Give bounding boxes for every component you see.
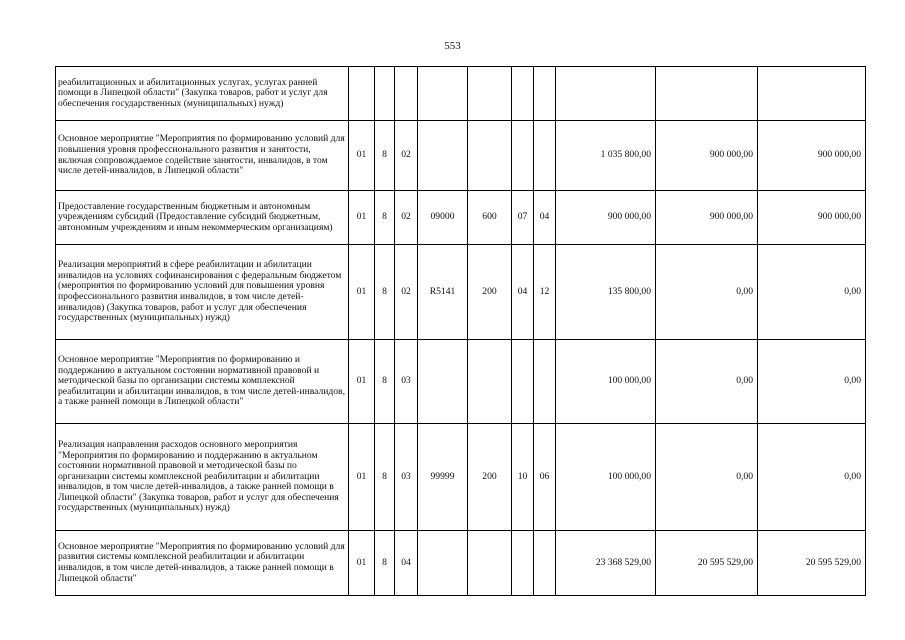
code-expense-direction: 09000 [418,191,468,245]
amount-year-3: 20 595 529,00 [758,531,866,596]
amount-year-2 [656,67,758,121]
amount-year-2: 20 595 529,00 [656,531,758,596]
code-program: 01 [349,121,375,191]
amount-year-3: 0,00 [758,424,866,531]
code-main-activity: 03 [395,340,418,424]
code-expense-direction [418,121,468,191]
code-expense-type: 200 [468,245,512,340]
code-main-activity: 02 [395,245,418,340]
code-expense-direction [418,531,468,596]
code-section: 07 [512,191,534,245]
code-section [512,340,534,424]
code-main-activity: 02 [395,121,418,191]
table-row [56,245,866,340]
code-subsection: 04 [534,191,556,245]
amount-year-1: 135 800,00 [556,245,656,340]
amount-year-1: 100 000,00 [556,340,656,424]
table-row [56,191,866,245]
code-subprogram: 8 [375,191,395,245]
code-subsection [534,121,556,191]
code-program: 01 [349,191,375,245]
code-main-activity: 02 [395,191,418,245]
code-section [512,531,534,596]
code-subprogram: 8 [375,424,395,531]
code-expense-type [468,531,512,596]
code-subsection [534,340,556,424]
code-subsection [534,67,556,121]
row-description: Основное мероприятие "Мероприятия по формированию и поддержанию в актуальном состоянии нормативной правовой и методической базы по организации системы комплексной реабилитации и абилитации инвалидов, в том числе детей-инвалидов, а также ранней помощи в Липецкой области" [56,340,349,424]
code-program: 01 [349,424,375,531]
code-subprogram: 8 [375,340,395,424]
row-description: Основное мероприятие "Мероприятия по формированию условий для развития системы комплексной реабилитации и абилитации инвалидов, в том числе детей-инвалидов, а также ранней помощи в Липецкой области" [56,531,349,596]
code-main-activity: 04 [395,531,418,596]
code-expense-type [468,67,512,121]
code-subsection [534,531,556,596]
amount-year-1: 100 000,00 [556,424,656,531]
amount-year-3: 0,00 [758,340,866,424]
amount-year-3: 0,00 [758,245,866,340]
code-section: 10 [512,424,534,531]
amount-year-2: 0,00 [656,424,758,531]
table-row [56,121,866,191]
amount-year-2: 0,00 [656,340,758,424]
amount-year-1: 23 368 529,00 [556,531,656,596]
amount-year-1 [556,67,656,121]
amount-year-2: 900 000,00 [656,191,758,245]
amount-year-1: 900 000,00 [556,191,656,245]
code-main-activity [395,67,418,121]
code-subprogram: 8 [375,121,395,191]
code-expense-direction: 99999 [418,424,468,531]
code-section [512,67,534,121]
code-subprogram: 8 [375,245,395,340]
code-main-activity: 03 [395,424,418,531]
amount-year-2: 900 000,00 [656,121,758,191]
code-program: 01 [349,245,375,340]
code-program [349,67,375,121]
budget-table [55,66,866,596]
row-description: Реализация направления расходов основного мероприятия "Мероприятия по формированию и поддержанию в актуальном состоянии нормативной правовой и методической базы по организации системы комплексной реабилитации и абилитации инвалидов, в том числе детей-инвалидов, а также ранней помощи в Липецкой области" (Закупка товаров, работ и услуг для обеспечения государственных (муниципальных) нужд) [56,424,349,531]
row-description: Основное мероприятие "Мероприятия по формированию условий для повышения уровня профессионального развития и занятости, включая сопровождаемое содействие занятости, инвалидов, в том числе детей-инвалидов, в Липецкой области" [56,121,349,191]
code-expense-type [468,340,512,424]
code-section [512,121,534,191]
amount-year-3: 900 000,00 [758,121,866,191]
code-subprogram [375,67,395,121]
amount-year-1: 1 035 800,00 [556,121,656,191]
table-row [56,424,866,531]
amount-year-3: 900 000,00 [758,191,866,245]
row-description: реабилитационных и абилитационных услугах, услугах ранней помощи в Липецкой области" (Закупка товаров, работ и услуг для обеспечения государственных (муниципальных) нужд) [56,67,349,121]
code-section: 04 [512,245,534,340]
row-description: Предоставление государственным бюджетным и автономным учреждениям субсидий (Предоставление субсидий бюджетным, автономным учреждениям и иным некоммерческим организациям) [56,191,349,245]
table-row [56,531,866,596]
code-expense-type: 200 [468,424,512,531]
amount-year-2: 0,00 [656,245,758,340]
code-subsection: 12 [534,245,556,340]
table-row [56,67,866,121]
code-expense-direction [418,67,468,121]
page-number: 553 [444,40,461,52]
code-program: 01 [349,340,375,424]
table-row [56,340,866,424]
amount-year-3 [758,67,866,121]
code-expense-direction [418,340,468,424]
code-program: 01 [349,531,375,596]
code-expense-type [468,121,512,191]
row-description: Реализация мероприятий в сфере реабилитации и абилитации инвалидов на условиях софинансирования с федеральным бюджетом (мероприятия по формированию условий для повышения уровня профессионального развития инвалидов, в том числе детей-инвалидов) (Закупка товаров, работ и услуг для обеспечения государственных (муниципальных) нужд) [56,245,349,340]
code-subsection: 06 [534,424,556,531]
code-subprogram: 8 [375,531,395,596]
code-expense-type: 600 [468,191,512,245]
code-expense-direction: R5141 [418,245,468,340]
